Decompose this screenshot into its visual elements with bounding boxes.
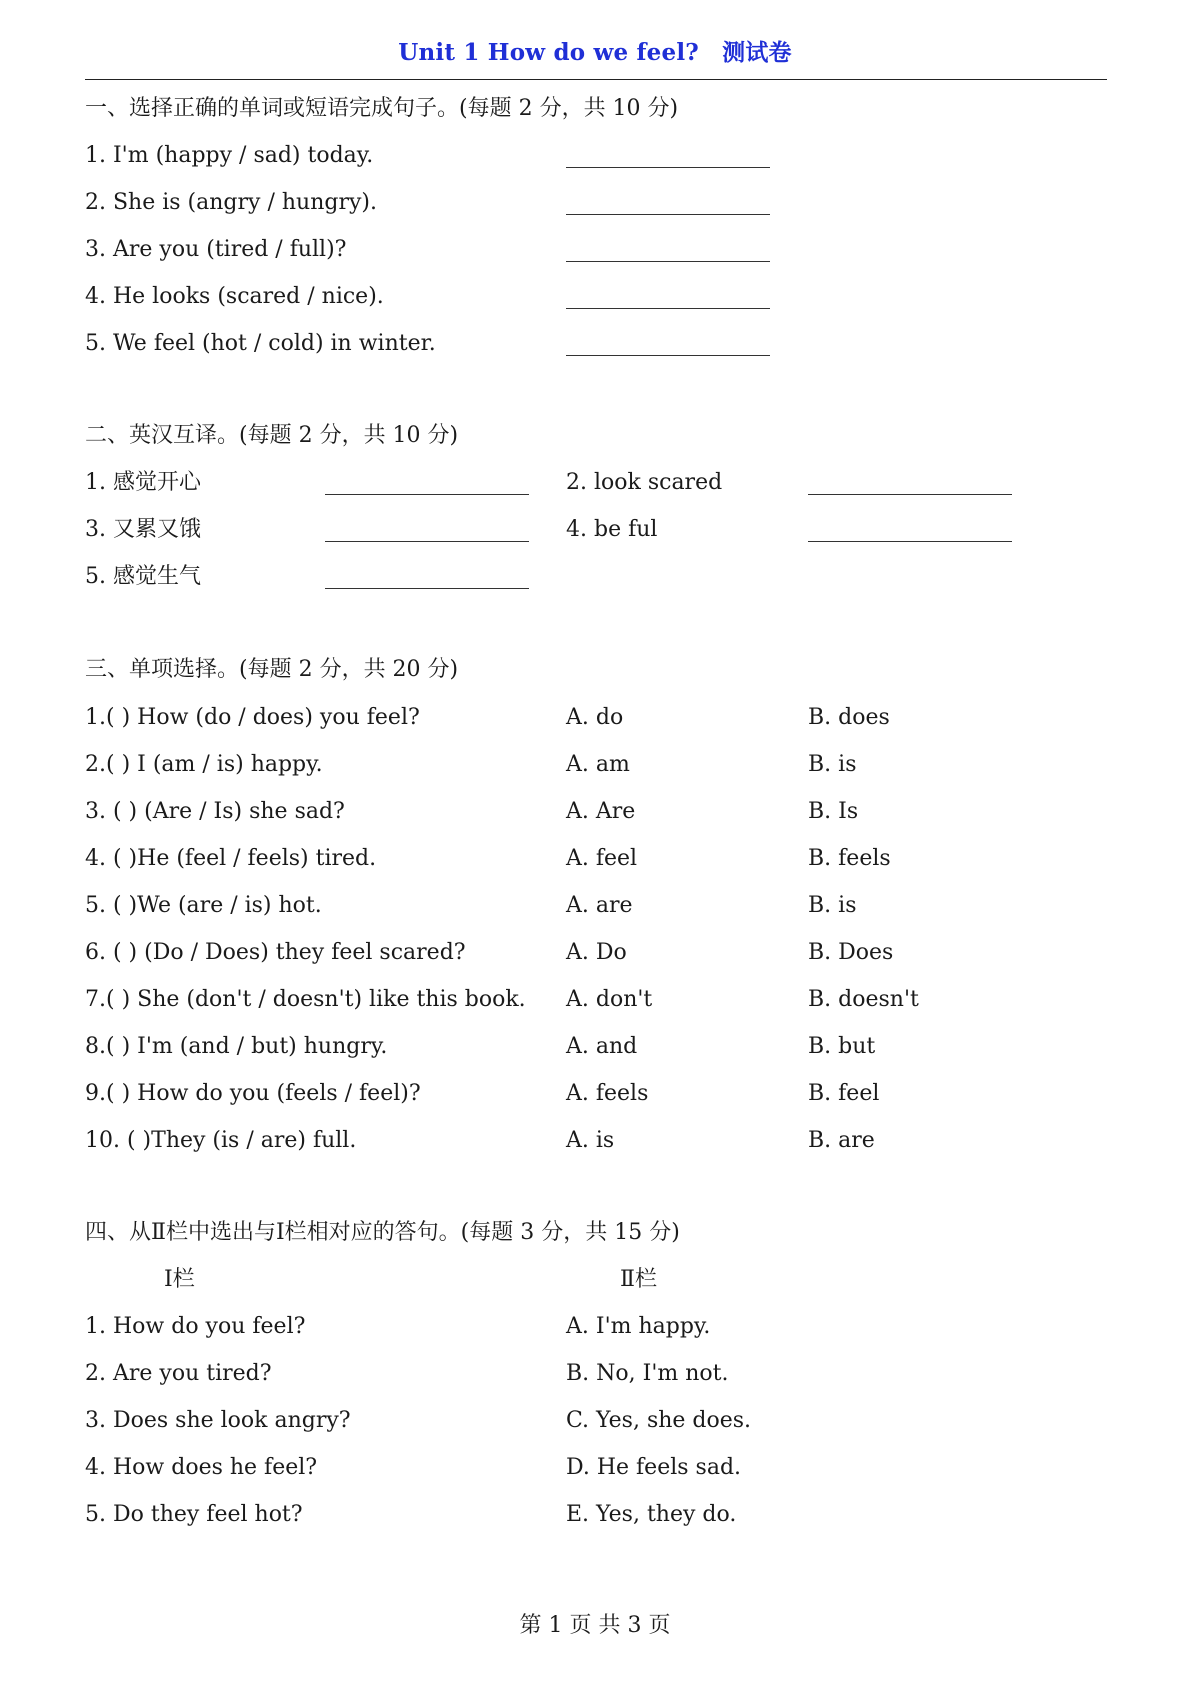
s2-answer-blank-2[interactable]: [808, 494, 1012, 495]
s3-option-b[interactable]: B. but: [808, 1034, 876, 1059]
s4-answer: E. Yes, they do.: [566, 1502, 737, 1527]
s1-question-2: 2. She is (angry / hungry).: [85, 190, 377, 215]
s4-question: 5. Do they feel hot?: [85, 1502, 303, 1527]
s2-item-1: 1. 感觉开心: [85, 470, 201, 495]
s3-option-b[interactable]: B. doesn't: [808, 987, 919, 1012]
s2-item-2: 2. look scared: [566, 470, 723, 495]
s3-question-stem: 4. ( )He (feel / feels) tired.: [85, 846, 377, 871]
s1-answer-blank-3[interactable]: [566, 261, 770, 262]
s1-answer-blank-5[interactable]: [566, 355, 770, 356]
s3-option-b[interactable]: B. feels: [808, 846, 891, 871]
s1-question-3: 3. Are you (tired / full)?: [85, 237, 347, 262]
s3-option-a[interactable]: A. are: [566, 893, 633, 918]
s2-answer-blank-4[interactable]: [808, 541, 1012, 542]
s3-question-stem: 2.( ) I (am / is) happy.: [85, 752, 323, 777]
column-2-header: Ⅱ栏: [620, 1267, 657, 1292]
s3-option-a[interactable]: A. and: [566, 1034, 638, 1059]
s1-question-1: 1. I'm (happy / sad) today.: [85, 143, 374, 168]
s1-answer-blank-4[interactable]: [566, 308, 770, 309]
s3-option-b[interactable]: B. is: [808, 752, 857, 777]
s3-option-a[interactable]: A. do: [566, 705, 624, 730]
s3-option-b[interactable]: B. feel: [808, 1081, 880, 1106]
s3-question-stem: 6. ( ) (Do / Does) they feel scared?: [85, 940, 466, 965]
s3-question-stem: 7.( ) She (don't / doesn't) like this book.: [85, 987, 526, 1012]
s3-option-b[interactable]: B. is: [808, 893, 857, 918]
s2-item-5: 5. 感觉生气: [85, 564, 201, 589]
s4-question: 2. Are you tired?: [85, 1361, 272, 1386]
s3-option-a[interactable]: A. Are: [566, 799, 636, 824]
s3-question-stem: 10. ( )They (is / are) full.: [85, 1128, 357, 1153]
s2-item-3: 3. 又累又饿: [85, 517, 201, 542]
s3-question-stem: 5. ( )We (are / is) hot.: [85, 893, 322, 918]
s2-answer-blank-1[interactable]: [325, 494, 529, 495]
s3-option-b[interactable]: B. Is: [808, 799, 859, 824]
s3-option-b[interactable]: B. does: [808, 705, 890, 730]
s3-option-a[interactable]: A. Do: [566, 940, 627, 965]
s3-question-stem: 3. ( ) (Are / Is) she sad?: [85, 799, 345, 824]
s3-option-b[interactable]: B. Does: [808, 940, 894, 965]
s3-question-stem: 8.( ) I'm (and / but) hungry.: [85, 1034, 388, 1059]
s1-answer-blank-1[interactable]: [566, 167, 770, 168]
s4-answer: D. He feels sad.: [566, 1455, 742, 1480]
s4-question: 4. How does he feel?: [85, 1455, 318, 1480]
column-1-header: Ⅰ栏: [164, 1267, 195, 1292]
s4-question: 1. How do you feel?: [85, 1314, 306, 1339]
header-divider: [85, 79, 1107, 80]
s3-question-stem: 9.( ) How do you (feels / feel)?: [85, 1081, 421, 1106]
page-number: 第 1 页 共 3 页: [519, 1613, 671, 1638]
section-4-title: 四、从Ⅱ栏中选出与Ⅰ栏相对应的答句。(每题 3 分，共 15 分): [85, 1220, 680, 1245]
s3-option-a[interactable]: A. feels: [566, 1081, 649, 1106]
s4-answer: C. Yes, she does.: [566, 1408, 752, 1433]
s3-option-a[interactable]: A. feel: [566, 846, 638, 871]
s3-option-a[interactable]: A. am: [566, 752, 630, 777]
s2-item-4: 4. be ful: [566, 517, 658, 542]
s3-option-a[interactable]: A. don't: [566, 987, 653, 1012]
page-title: Unit 1 How do we feel? 测试卷: [398, 39, 792, 66]
section-3-title: 三、单项选择。(每题 2 分，共 20 分): [85, 657, 459, 682]
s3-question-stem: 1.( ) How (do / does) you feel?: [85, 705, 420, 730]
s4-answer: A. I'm happy.: [566, 1314, 711, 1339]
s3-option-a[interactable]: A. is: [566, 1128, 615, 1153]
s4-answer: B. No, I'm not.: [566, 1361, 729, 1386]
s1-answer-blank-2[interactable]: [566, 214, 770, 215]
s4-question: 3. Does she look angry?: [85, 1408, 351, 1433]
s1-question-4: 4. He looks (scared / nice).: [85, 284, 384, 309]
s3-option-b[interactable]: B. are: [808, 1128, 875, 1153]
s1-question-5: 5. We feel (hot / cold) in winter.: [85, 331, 436, 356]
section-2-title: 二、英汉互译。(每题 2 分，共 10 分): [85, 423, 459, 448]
section-1-title: 一、选择正确的单词或短语完成句子。(每题 2 分，共 10 分): [85, 96, 679, 121]
s2-answer-blank-3[interactable]: [325, 541, 529, 542]
s2-answer-blank-5[interactable]: [325, 588, 529, 589]
